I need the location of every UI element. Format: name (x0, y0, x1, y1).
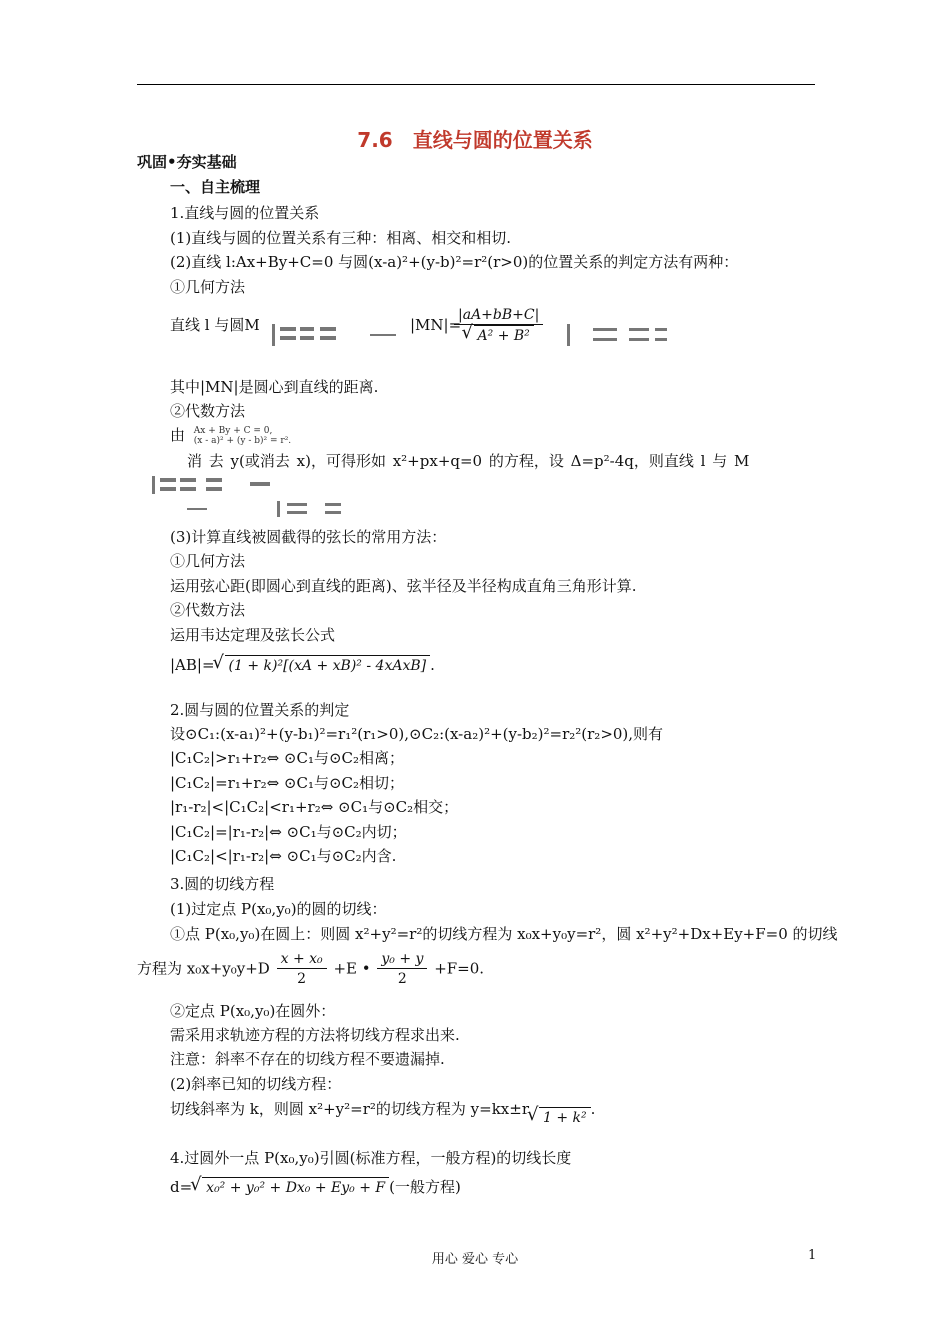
section-heading: 巩固•夯实基础 (137, 153, 237, 171)
text-line: (2)直线 l:Ax+By+C=0 与圆(x-a)²+(y-b)²=r²(r>0)的位置关系的判定方法有两种： (170, 253, 739, 271)
tangent-suffix: +F=0. (434, 959, 485, 978)
distance-formula (452, 306, 545, 346)
text-line: (3)计算直线被圆截得的弦长的常用方法： (170, 528, 447, 546)
text-line: 需采用求轨迹方程的方法将切线方程求出来. (170, 1026, 460, 1044)
slope-prefix: 切线斜率为 k，则圆 x²+y²=r²的切线方程为 y=kx±r (170, 1100, 530, 1118)
slope-sqrt: √ 1 + k² (539, 1107, 591, 1128)
page-title: 7.6 直线与圆的位置关系 (357, 128, 593, 152)
blurred-case-graphic (185, 500, 375, 518)
tangent-mid: +E • (333, 959, 371, 978)
text-line: |C₁C₂|>r₁+r₂⇔ ⊙C₁与⊙C₂相离； (170, 749, 405, 767)
page-footer: 用心 爱心 专心 (431, 1252, 519, 1267)
length-sqrt: √ x₀² + y₀² + Dx₀ + Ey₀ + F (202, 1177, 389, 1198)
text-line: 2.圆与圆的位置关系的判定 (170, 701, 350, 719)
page-number: 1 (808, 1248, 817, 1263)
text-line: 消 去 y(或消去 x)，可得形如 x²+px+q=0 的方程，设 Δ=p²-4q，则直线 l 与 M (187, 452, 750, 470)
distance-denominator: √ A² + B² (474, 325, 534, 346)
text-line: |r₁-r₂|<|C₁C₂|<r₁+r₂⇔ ⊙C₁与⊙C₂相交； (170, 798, 459, 816)
text-line: |C₁C₂|=r₁+r₂⇔ ⊙C₁与⊙C₂相切； (170, 774, 405, 792)
length-suffix: (一般方程) (389, 1178, 461, 1196)
tangent-frac2-den: 2 (397, 971, 407, 987)
slope-tangent-formula (170, 1099, 596, 1126)
text-line: 设⊙C₁:(x-a₁)²+(y-b₁)²=r₁²(r₁>0),⊙C₂:(x-a₂)²+(y-b₂)²=r₂²(r₂>0),则有 (170, 725, 664, 743)
text-line: 运用弦心距(即圆心到直线的距离)、弦半径及半径构成直角三角形计算. (170, 577, 637, 595)
chord-length-formula (170, 655, 435, 676)
length-prefix: d= (170, 1178, 193, 1196)
text-line: 直线 l 与圆M (170, 316, 260, 334)
blurred-case-graphic (565, 322, 675, 348)
text-line: (2)斜率已知的切线方程： (170, 1075, 342, 1093)
tangent-frac1-den: 2 (297, 971, 307, 987)
system-eq2: (x - a)² + (y - b)² = r². (193, 436, 292, 446)
tangent-frac1-num: x + x₀ (277, 950, 327, 969)
text-line: ①点 P(x₀,y₀)在圆上：则圆 x²+y²=r²的切线方程为 x₀x+y₀y=r²，圆 x²+y²+Dx+Ey+F=0 的切线 (170, 925, 838, 943)
text-line: 其中|MN|是圆心到直线的距离. (170, 378, 379, 396)
text-line: 3.圆的切线方程 (170, 875, 275, 893)
tangent-frac2-num: y₀ + y (377, 950, 427, 969)
text-line: ①几何方法 (170, 552, 246, 570)
text-line: 注意：斜率不存在的切线方程不要遗漏掉. (170, 1050, 445, 1068)
text-line: 1.直线与圆的位置关系 (170, 204, 320, 222)
text-line: ②代数方法 (170, 402, 246, 420)
chord-sqrt: √ (1 + k)²[(xA + xB)² - 4xAxB] (225, 655, 431, 676)
blurred-case-graphic (150, 474, 280, 496)
slope-suffix: . (590, 1100, 596, 1118)
text-line: (1)直线与圆的位置关系有三种：相离、相交和相切. (170, 229, 512, 247)
tangent-prefix: 方程为 x₀x+y₀y+D (137, 959, 270, 978)
system-eq1: Ax + By + C = 0, (193, 426, 273, 436)
mn-label: |MN|= (410, 316, 462, 334)
tangent-equation (137, 950, 484, 989)
tangent-length-formula (170, 1177, 461, 1198)
text-line: |C₁C₂|=|r₁-r₂|⇔ ⊙C₁与⊙C₂内切； (170, 823, 407, 841)
text-line: (1)过定点 P(x₀,y₀)的圆的切线： (170, 900, 387, 918)
text-line: 运用韦达定理及弦长公式 (170, 626, 336, 644)
text-line: |C₁C₂|<|r₁-r₂|⇔ ⊙C₁与⊙C₂内含. (170, 847, 397, 865)
blurred-case-graphic (270, 322, 400, 348)
text-line: ②定点 P(x₀,y₀)在圆外： (170, 1002, 336, 1020)
system-prefix: 由 (170, 426, 186, 444)
distance-numerator: |aA+bB+C| (454, 306, 543, 325)
chord-suffix: . (430, 656, 435, 674)
header-rule (137, 84, 815, 85)
chord-prefix: |AB|= (170, 656, 215, 674)
text-line: 4.过圆外一点 P(x₀,y₀)引圆(标准方程，一般方程)的切线长度 (170, 1149, 572, 1167)
text-line: ②代数方法 (170, 601, 246, 619)
text-line: ①几何方法 (170, 278, 246, 296)
algebra-system (170, 425, 291, 446)
subsection-heading: 一、自主梳理 (170, 178, 261, 196)
